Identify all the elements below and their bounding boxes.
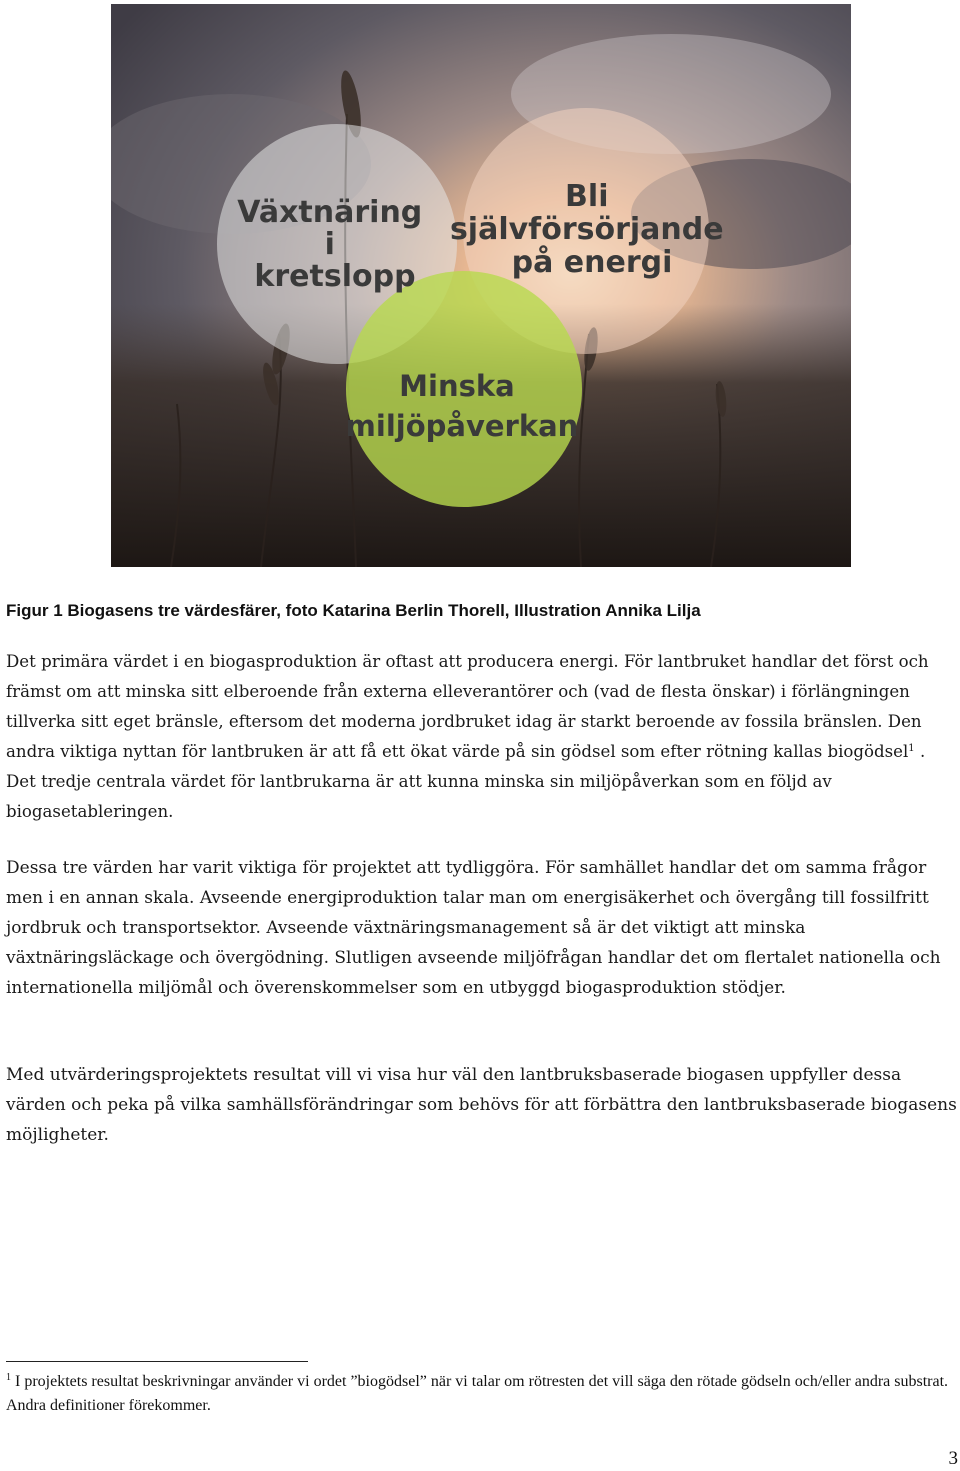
footnote-reference[interactable]: 1 [908, 743, 915, 754]
paragraph-3: Med utvärderingsprojektets resultat vill vi visa hur väl den lantbruksbaserade biogasen uppfyller dessa värden och peka på vilka samhällsförändringar som behövs för att förbättra den lantbruksbaserade biogasens möjligheter. [6, 1065, 957, 1145]
footnote-number: 1 [6, 1372, 11, 1383]
circle-bottom-line-1: Minska [399, 369, 515, 403]
circle-left-line-1: Växtnäring [237, 195, 423, 230]
paragraph-1-text-b: . Det tredje centrala värdet för lantbrukarna är att kunna minska sin miljöpåverkan som en följd av biogasetableringen. [6, 742, 926, 821]
circle-right-line-2: självförsörjande [449, 212, 724, 247]
figure-caption: Figur 1 Biogasens tre värdesfärer, foto Katarina Berlin Thorell, Illustration Annika Lilja [6, 601, 701, 620]
paragraph-1-text-a: Det primära värdet i en biogasproduktion är oftast att producera energi. För lantbruket handlar det först och främst om att minska sitt elberoende från externa elleverantörer och (vad de flesta önskar) i förlängningen tillverka sitt eget bränsle, eftersom det moderna jordbruket idag är starkt beroende av fossila bränslen. Den andra viktiga nyttan för lantbruken är att få ett ökat värde på sin gödsel som efter rötning kallas biogödsel [6, 652, 929, 761]
footnote-divider [6, 1361, 308, 1362]
circle-left-line-3: kretslopp [254, 259, 416, 294]
value-spheres-illustration [111, 4, 851, 567]
paragraph-1 [6, 647, 958, 827]
circle-right-line-3: på energi [511, 245, 673, 280]
footnote [6, 1370, 951, 1418]
circle-right-line-1: Bli [565, 179, 609, 214]
figure-photo-illustration [111, 4, 851, 567]
page-number: 3 [948, 1448, 958, 1469]
circle-left-line-2: i [324, 227, 335, 262]
footnote-text: I projektets resultat beskrivningar använder vi ordet ”biogödsel” när vi talar om rötresten det vill säga den rötade gödseln och/eller andra substrat. Andra definitioner förekommer. [6, 1373, 949, 1414]
circle-bottom-line-2: miljöpåverkan [345, 409, 579, 443]
paragraph-2: Dessa tre värden har varit viktiga för projektet att tydliggöra. För samhället handlar det om samma frågor men i en annan skala. Avseende energiproduktion talar man om energisäkerhet och övergång till fossilfritt jordbruk och transportsektor. Avseende växtnäringsmanagement så är det viktigt att minska växtnäringsläckage och övergödning. Slutligen avseende miljöfrågan handlar det om flertalet nationella och internationella miljömål och överenskommelser som en utbyggd biogasproduktion stödjer. [6, 858, 941, 998]
